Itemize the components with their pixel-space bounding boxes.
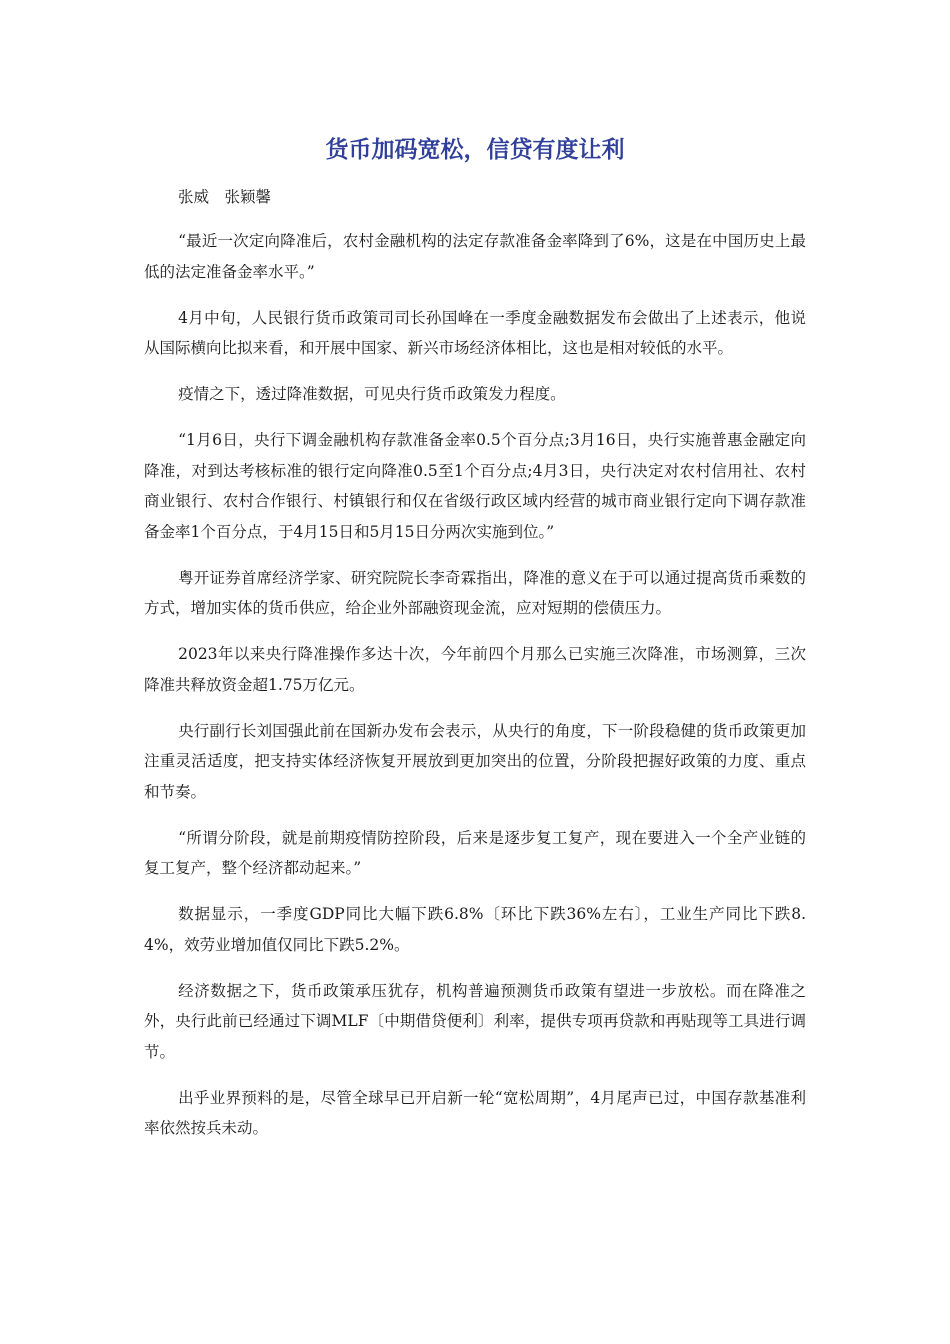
paragraph: 粤开证券首席经济学家、研究院院长李奇霖指出，降准的意义在于可以通过提高货币乘数的方式，增加实体的货币供应，给企业外部融资现金流，应对短期的偿债压力。 [144, 568, 806, 617]
paragraph: 数据显示，一季度GDP同比大幅下跌6.8%〔环比下跌36%左右〕，工业生产同比下跌8.4%，效劳业增加值仅同比下跌5.2%。 [144, 905, 806, 954]
paragraph: “所谓分阶段，就是前期疫情防控阶段，后来是逐步复工复产，现在要进入一个全产业链的复工复产，整个经济都动起来。” [144, 828, 806, 877]
paragraph: “最近一次定向降准后，农村金融机构的法定存款准备金率降到了6%，这是在中国历史上最低的法定准备金率水平。” [144, 232, 806, 281]
paragraph: 2023年以来央行降准操作多达十次，今年前四个月那么已实施三次降准，市场测算，三次降准共释放资金超1.75万亿元。 [144, 645, 806, 694]
paragraph: 出乎业界预料的是，尽管全球早已开启新一轮“宽松周期”，4月尾声已过，中国存款基准利率依然按兵未动。 [144, 1088, 806, 1137]
paragraph: 经济数据之下，货币政策承压犹存，机构普遍预测货币政策有望进一步放松。而在降准之外，央行此前已经通过下调MLF〔中期借贷便利〕利率，提供专项再贷款和再贴现等工具进行调节。 [144, 981, 806, 1061]
paragraph: 4月中旬，人民银行货币政策司司长孙国峰在一季度金融数据发布会做出了上述表示，他说从国际横向比拟来看，和开展中国家、新兴市场经济体相比，这也是相对较低的水平。 [144, 308, 806, 357]
article-title: 货币加码宽松，信贷有度让利 [325, 137, 625, 163]
paragraph: “1月6日，央行下调金融机构存款准备金率0.5个百分点;3月16日，央行实施普惠金融定向降准，对到达考核标准的银行定向降准0.5至1个百分点;4月3日，央行决定对农村信用社、农村商业银行、农村合作银行、村镇银行和仅在省级行政区域内经营的城市商业银行定向下调存款准备金率1个百分点，于4月15日和5月15日分两次实施到位。” [144, 431, 806, 541]
article-body [144, 226, 806, 1159]
paragraph: 疫情之下，透过降准数据，可见央行货币政策发力程度。 [178, 385, 566, 403]
paragraph: 央行副行长刘国强此前在国新办发布会表示，从央行的角度，下一阶段稳健的货币政策更加注重灵活适度，把支持实体经济恢复开展放到更加突出的位置，分阶段把握好政策的力度、重点和节奏。 [144, 721, 806, 801]
article-authors: 张威 张颖馨 [178, 188, 272, 206]
